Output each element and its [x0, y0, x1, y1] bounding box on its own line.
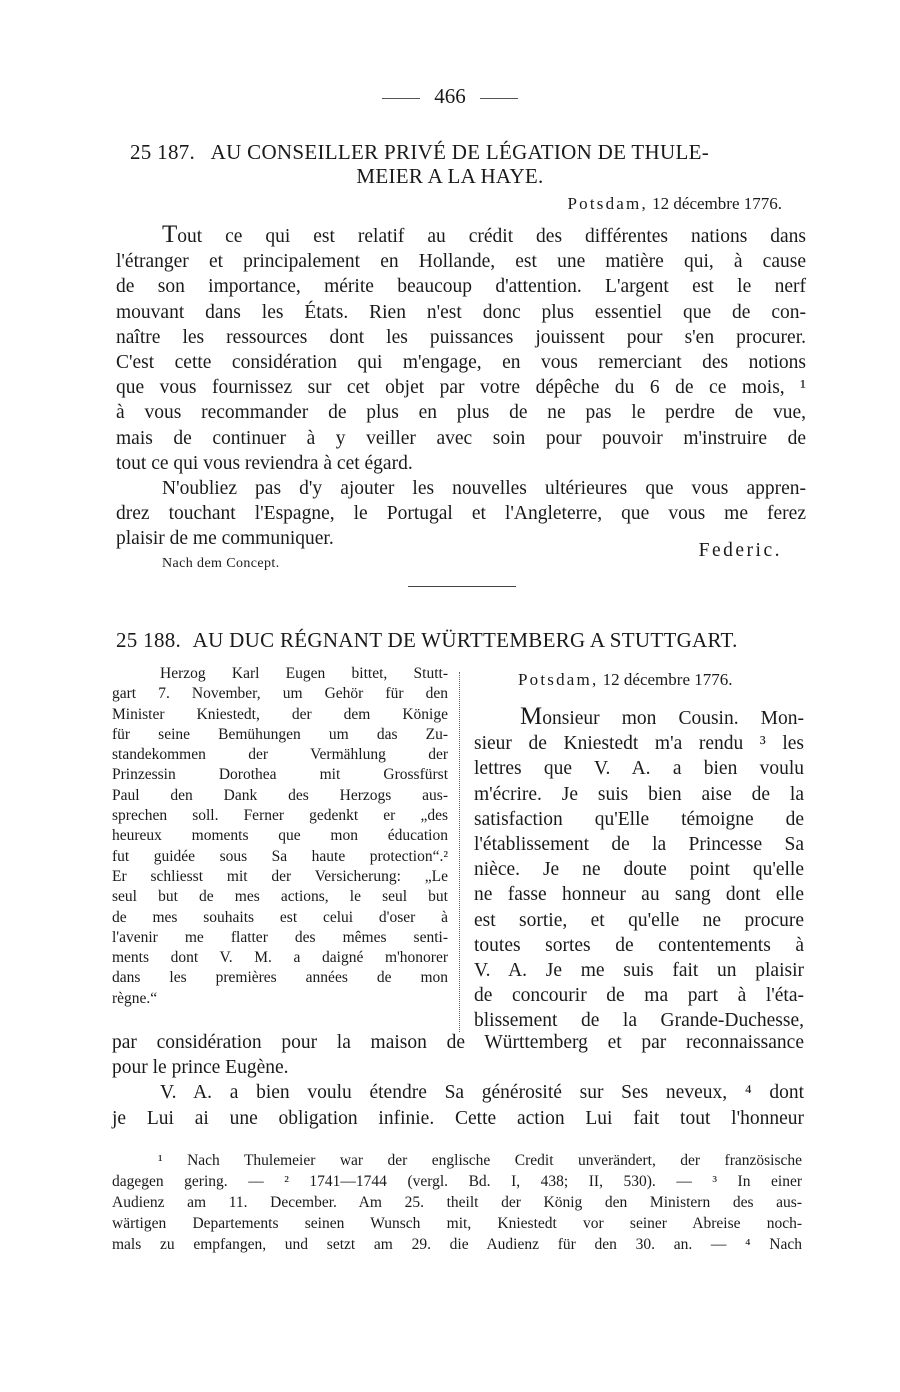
body-line: pour le prince Eugène.	[112, 1057, 289, 1079]
summary-line: dans les premières années de mon	[112, 969, 448, 987]
body-line-text: onsieur mon Cousin. Mon-	[542, 708, 804, 729]
letter1-body	[116, 222, 806, 552]
letter1-place: Potsdam,	[567, 194, 648, 213]
summary-line: heureux moments que mon éducation	[112, 827, 448, 845]
drop-initial: M	[520, 703, 543, 730]
body-line: ne fasse honneur au sang dont elle	[474, 884, 804, 906]
column-divider	[459, 672, 460, 1032]
body-line: toutes sortes de contentements à	[474, 934, 804, 956]
letter1-title-line1: AU CONSEILLER PRIVÉ DE LÉGATION DE THULE-	[210, 140, 710, 164]
letter2-date: 12 décembre 1776.	[602, 670, 733, 689]
body-line: par considération pour la maison de Württemberg et par reconnaissance	[112, 1032, 804, 1053]
body-line: tout ce qui vous reviendra à cet égard.	[116, 452, 413, 474]
body-line: est sortie, et qu'elle ne procure	[474, 909, 804, 931]
summary-line: sprechen soll. Ferner gedenkt er „des	[112, 807, 448, 825]
body-line: drez touchant l'Espagne, le Portugal et l'Angleterre, que vous me ferez	[116, 503, 806, 525]
summary-line: standekommen der Vermählung der	[112, 746, 448, 764]
page-number: 466	[0, 84, 900, 109]
section-divider	[408, 586, 516, 587]
summary-line: ments dont V. M. a daigné m'honorer	[112, 949, 448, 967]
body-line: satisfaction qu'Elle témoigne de	[474, 808, 804, 830]
footnote-line: ¹ Nach Thulemeier war der englische Credit unverändert, der französische	[158, 1152, 802, 1169]
body-line: plaisir de me communiquer.	[116, 528, 334, 550]
letter1-source: Nach dem Concept.	[162, 556, 280, 571]
summary-line: Paul den Dank des Herzogs aus-	[112, 786, 448, 804]
letter2-column-body	[474, 704, 804, 1034]
letter1-signature: Federic.	[698, 540, 782, 561]
body-line: blissement de la Grande-Duchesse,	[474, 1010, 804, 1032]
body-line: nièce. Je ne doute point qu'elle	[474, 859, 804, 881]
letter2-place: Potsdam,	[518, 670, 599, 689]
summary-line: Minister Kniestedt, der dem Könige	[112, 705, 448, 723]
letter2-number: 25 188.	[116, 628, 182, 652]
drop-initial: T	[162, 221, 178, 248]
body-line: de son importance, mérite beaucoup d'attention. L'argent est le nerf	[116, 276, 806, 298]
body-line: V. A. a bien voulu étendre Sa générosité sur Ses neveux, ⁴ dont	[160, 1082, 804, 1104]
body-line: mais de continuer à y veiller avec soin pour pouvoir m'instruire de	[116, 427, 806, 449]
body-line: N'oubliez pas d'y ajouter les nouvelles ultérieures que vous appren-	[162, 478, 806, 500]
body-line: C'est cette considération qui m'engage, en vous remerciant des notions	[116, 352, 806, 374]
body-line	[116, 222, 806, 249]
letter2-summary	[112, 664, 448, 1009]
summary-line: für seine Bemühungen um das Zu-	[112, 725, 448, 743]
body-line: que vous fournissez sur cet objet par votre dépêche du 6 de ce mois, ¹	[116, 377, 806, 399]
letter1-title-line2: MEIER A LA HAYE.	[356, 164, 544, 188]
letter2-title: AU DUC RÉGNANT DE WÜRTTEMBERG A STUTTGART.	[192, 628, 738, 652]
letter2-dateline	[518, 670, 733, 690]
page-number-rule-left	[382, 98, 420, 99]
summary-line: l'avenir me flatter des mêmes senti-	[112, 928, 448, 946]
summary-line: Er schliesst mit der Versicherung: „Le	[112, 867, 448, 885]
letter1-date: 12 décembre 1776.	[652, 194, 782, 213]
body-line: sieur de Kniestedt m'a rendu ³ les	[474, 733, 804, 755]
letter1-dateline	[568, 194, 783, 214]
footnote-line: dagegen gering. — ² 1741—1744 (vergl. Bd. I, 438; II, 530). — ³ In einer	[112, 1173, 802, 1190]
summary-line: seul but de mes actions, le seul but	[112, 888, 448, 906]
body-line	[474, 704, 804, 731]
body-line: je Lui ai une obligation infinie. Cette action Lui fait tout l'honneur	[112, 1107, 804, 1129]
page-number-rule-right	[480, 98, 518, 99]
body-line: l'étranger et principalement en Hollande, est une matière qui, à cause	[116, 251, 806, 273]
summary-line: Prinzessin Dorothea mit Grossfürst	[112, 766, 448, 784]
body-line: lettres que V. A. a bien voulu	[474, 758, 804, 780]
body-line: V. A. Je me suis fait un plaisir	[474, 960, 804, 982]
footnote-line: wärtigen Departements seinen Wunsch mit, Kniestedt vor seiner Abreise noch-	[112, 1215, 802, 1232]
summary-line: règne.“	[112, 989, 158, 1007]
summary-line: gart 7. November, um Gehör für den	[112, 685, 448, 703]
footnote-line: Audienz am 11. December. Am 25. theilt der König den Ministern des aus-	[112, 1194, 802, 1211]
summary-line: de mes souhaits est celui d'oser à	[112, 908, 448, 926]
body-line: à vous recommander de plus en plus de ne pas le perdre de vue,	[116, 402, 806, 424]
letter2-body	[112, 1030, 804, 1131]
body-line: l'établissement de la Princesse Sa	[474, 834, 804, 856]
body-line: de concourir de ma part à l'éta-	[474, 985, 804, 1007]
letter1-number: 25 187.	[130, 140, 196, 164]
footnotes	[112, 1150, 802, 1255]
body-line: m'écrire. Je suis bien aise de la	[474, 783, 804, 805]
summary-line: Herzog Karl Eugen bittet, Stutt-	[160, 665, 448, 682]
body-line-text: out ce qui est relatif au crédit des différentes nations dans	[177, 226, 806, 247]
body-line: naître les ressources dont les puissances jouissent pour s'en procurer.	[116, 326, 806, 348]
body-line: mouvant dans les États. Rien n'est donc plus essentiel que de con-	[116, 301, 806, 323]
letter2-heading	[116, 628, 806, 653]
footnote-line: mals zu empfangen, und setzt am 29. die Audienz für den 30. an. — ⁴ Nach	[112, 1236, 802, 1253]
letter1-heading	[130, 140, 810, 165]
summary-line: fut guidée sous Sa haute protection“.²	[112, 847, 448, 865]
